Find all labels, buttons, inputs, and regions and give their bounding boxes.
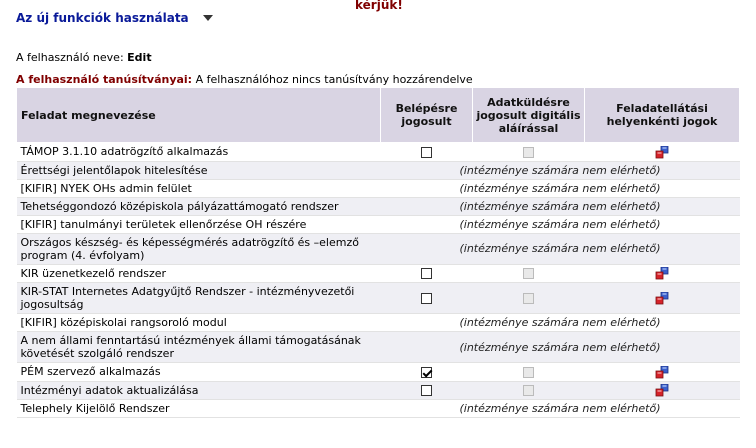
site-rights-icon[interactable] [655,366,669,379]
task-name: [KIFIR] középiskolai rangsoroló modul [17,314,381,332]
login-checkbox[interactable] [421,293,432,304]
login-checkbox[interactable] [421,268,432,279]
site-rights-icon[interactable] [655,384,669,397]
not-available-note: (intézménye számára nem elérhető) [381,233,740,264]
table-row [17,400,740,418]
task-name: KIR üzenetkezelő rendszer [17,264,381,283]
not-available-note: (intézménye számára nem elérhető) [381,197,740,215]
task-name: A nem állami fenntartású intézmények állami támogatásának követését szolgáló rendszer [17,332,381,363]
signature-checkbox [523,385,534,396]
site-rights-icon[interactable] [655,292,669,305]
login-checkbox[interactable] [421,385,432,396]
user-name-line [16,51,152,64]
task-name: Érettségi jelentőlapok hitelesítése [17,161,381,179]
permissions-table [16,87,740,418]
login-checkbox[interactable] [421,367,432,378]
certificates-label: A felhasználó tanúsítványai: [16,73,193,86]
signature-checkbox [523,367,534,378]
certificates-text: A felhasználóhoz nincs tanúsítvány hozzárendelve [195,73,473,86]
not-available-note: (intézménye számára nem elérhető) [381,332,740,363]
top-notice: kérjük! [355,0,403,12]
table-row [17,363,740,382]
table-row [17,143,740,162]
user-name-value: Edit [127,51,152,64]
certificates-line [16,73,473,86]
task-name: Telephely Kijelölő Rendszer [17,400,381,418]
login-checkbox[interactable] [421,147,432,158]
signature-checkbox [523,293,534,304]
task-name: [KIFIR] tanulmányi területek ellenőrzése OH részére [17,215,381,233]
not-available-note: (intézménye számára nem elérhető) [381,215,740,233]
table-row [17,332,740,363]
task-name: Intézményi adatok aktualizálása [17,381,381,400]
user-name-label: A felhasználó neve: [16,51,124,64]
header-signature: Adatküldésre jogosult digitális aláírással [473,88,585,143]
table-row [17,161,740,179]
header-site-rights: Feladatellátási helyenkénti jogok [585,88,740,143]
table-row [17,314,740,332]
not-available-note: (intézménye számára nem elérhető) [381,400,740,418]
table-row [17,179,740,197]
task-name: KIR-STAT Internetes Adatgyűjtő Rendszer - intézményvezetői jogosultság [17,283,381,314]
header-task-name: Feladat megnevezése [17,88,381,143]
dropdown-caret-icon [203,15,213,21]
not-available-note: (intézménye számára nem elérhető) [381,179,740,197]
signature-checkbox [523,147,534,158]
table-row [17,233,740,264]
task-name: PÉM szervező alkalmazás [17,363,381,382]
task-name: Országos készség- és képességmérés adatrögzítő és –elemző program (4. évfolyam) [17,233,381,264]
table-row [17,215,740,233]
not-available-note: (intézménye számára nem elérhető) [381,161,740,179]
site-rights-icon[interactable] [655,267,669,280]
table-row [17,264,740,283]
header-login: Belépésre jogosult [381,88,473,143]
table-row [17,381,740,400]
table-row [17,283,740,314]
task-name: Tehetséggondozó középiskola pályázattámogató rendszer [17,197,381,215]
not-available-note: (intézménye számára nem elérhető) [381,314,740,332]
table-row [17,197,740,215]
new-features-dropdown[interactable] [16,11,213,25]
site-rights-icon[interactable] [655,146,669,159]
new-features-label: Az új funkciók használata [16,11,189,25]
permissions-rows [17,143,740,418]
task-name: TÁMOP 3.1.10 adatrögzítő alkalmazás [17,143,381,162]
signature-checkbox [523,268,534,279]
task-name: [KIFIR] NYEK OHs admin felület [17,179,381,197]
